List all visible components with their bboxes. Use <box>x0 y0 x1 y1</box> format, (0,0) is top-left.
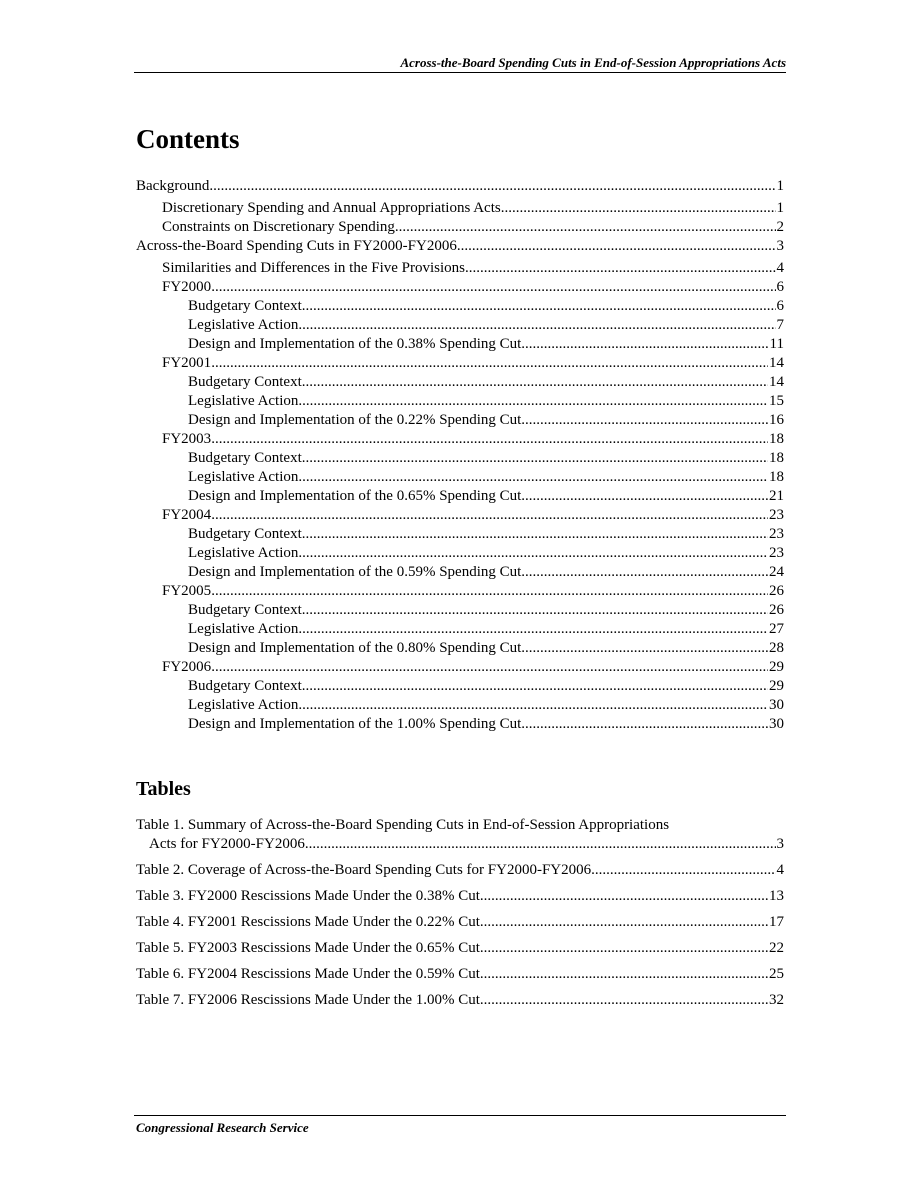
toc-entry-title: Constraints on Discretionary Spending <box>162 219 395 235</box>
dot-leader <box>521 563 768 582</box>
dot-leader <box>521 487 768 506</box>
toc-entry[interactable] <box>136 620 784 639</box>
toc-page-number: 1 <box>776 200 784 216</box>
toc-page-number: 18 <box>769 431 784 447</box>
table-of-contents <box>136 177 784 734</box>
toc-entry[interactable] <box>136 544 784 563</box>
toc-page-number: 24 <box>769 564 784 580</box>
footer-publisher: Congressional Research Service <box>136 1120 309 1135</box>
toc-entry-title: Budgetary Context <box>188 298 302 314</box>
toc-entry[interactable] <box>136 199 784 218</box>
dot-leader <box>395 218 776 237</box>
table-entry[interactable] <box>136 887 784 906</box>
table-page-number: 22 <box>769 940 784 956</box>
toc-page-number: 30 <box>769 716 784 732</box>
dot-leader <box>480 939 768 958</box>
toc-entry[interactable] <box>136 237 784 256</box>
table-entry-title: Table 3. FY2000 Rescissions Made Under the 0.38% Cut <box>136 888 480 904</box>
table-entry[interactable] <box>136 816 784 854</box>
footer-rule <box>134 1115 786 1116</box>
dot-leader <box>457 237 776 256</box>
toc-page-number: 23 <box>769 545 784 561</box>
toc-entry[interactable] <box>136 468 784 487</box>
toc-entry-title: Budgetary Context <box>188 678 302 694</box>
dot-leader <box>302 297 776 316</box>
dot-leader <box>521 411 768 430</box>
dot-leader <box>298 392 768 411</box>
toc-entry[interactable] <box>136 259 784 278</box>
dot-leader <box>480 913 768 932</box>
toc-entry[interactable] <box>136 639 784 658</box>
tables-title: Tables <box>136 778 191 800</box>
toc-entry[interactable] <box>136 506 784 525</box>
toc-page-number: 30 <box>769 697 784 713</box>
toc-entry-title: Legislative Action <box>188 317 299 333</box>
toc-entry[interactable] <box>136 354 784 373</box>
toc-page-number: 18 <box>769 450 784 466</box>
dot-leader <box>298 316 775 335</box>
toc-entry[interactable] <box>136 297 784 316</box>
toc-entry[interactable] <box>136 715 784 734</box>
toc-entry-title: Legislative Action <box>188 697 299 713</box>
toc-entry[interactable] <box>136 696 784 715</box>
dot-leader <box>305 835 776 854</box>
toc-entry[interactable] <box>136 487 784 506</box>
toc-entry-title: FY2000 <box>162 279 212 295</box>
toc-entry[interactable] <box>136 177 784 196</box>
toc-entry-title: Design and Implementation of the 0.80% Spending Cut <box>188 640 522 656</box>
table-entry[interactable] <box>136 965 784 984</box>
toc-entry-title: Budgetary Context <box>188 602 302 618</box>
dot-leader <box>302 601 768 620</box>
toc-entry-title: FY2006 <box>162 659 212 675</box>
toc-entry-title: Budgetary Context <box>188 450 302 466</box>
toc-entry[interactable] <box>136 411 784 430</box>
toc-page-number: 29 <box>769 678 784 694</box>
toc-page-number: 23 <box>769 507 784 523</box>
dot-leader <box>302 525 768 544</box>
dot-leader <box>298 696 768 715</box>
toc-entry-title: Design and Implementation of the 0.65% Spending Cut <box>188 488 522 504</box>
toc-entry[interactable] <box>136 658 784 677</box>
contents-title: Contents <box>136 124 240 154</box>
toc-entry-title: Discretionary Spending and Annual Appropriations Acts <box>162 200 501 216</box>
table-entry-title: Table 4. FY2001 Rescissions Made Under the 0.22% Cut <box>136 914 480 930</box>
toc-entry[interactable] <box>136 278 784 297</box>
dot-leader <box>302 449 768 468</box>
toc-page-number: 23 <box>769 526 784 542</box>
toc-entry-title: Budgetary Context <box>188 374 302 390</box>
toc-page-number: 7 <box>776 317 784 333</box>
toc-page-number: 14 <box>769 374 784 390</box>
toc-entry-title: Design and Implementation of the 0.38% Spending Cut <box>188 336 522 352</box>
toc-entry-title: Design and Implementation of the 0.22% Spending Cut <box>188 412 522 428</box>
toc-entry-title: FY2005 <box>162 583 212 599</box>
dot-leader <box>302 373 768 392</box>
dot-leader <box>211 658 768 677</box>
table-page-number: 3 <box>776 836 784 852</box>
toc-page-number: 21 <box>769 488 784 504</box>
table-entry-title: Table 7. FY2006 Rescissions Made Under the 1.00% Cut <box>136 992 480 1008</box>
running-header: Across-the-Board Spending Cuts in End-of-Session Appropriations Acts <box>400 55 786 70</box>
dot-leader <box>591 861 775 880</box>
toc-page-number: 11 <box>769 336 784 352</box>
toc-page-number: 26 <box>769 583 784 599</box>
dot-leader <box>521 335 768 354</box>
toc-page-number: 4 <box>776 260 784 276</box>
toc-entry[interactable] <box>136 392 784 411</box>
toc-page-number: 18 <box>769 469 784 485</box>
toc-page-number: 1 <box>776 178 784 194</box>
toc-entry-title: Similarities and Differences in the Five Provisions <box>162 260 466 276</box>
dot-leader <box>521 715 768 734</box>
toc-entry-title: FY2004 <box>162 507 212 523</box>
dot-leader <box>480 887 768 906</box>
table-entry-title-continued: Acts for FY2000-FY2006 <box>149 836 305 852</box>
toc-page-number: 26 <box>769 602 784 618</box>
table-page-number: 25 <box>769 966 784 982</box>
dot-leader <box>209 177 775 196</box>
toc-entry-title: Legislative Action <box>188 545 299 561</box>
toc-page-number: 3 <box>776 238 784 254</box>
dot-leader <box>480 991 768 1010</box>
toc-entry[interactable] <box>136 525 784 544</box>
toc-page-number: 14 <box>769 355 784 371</box>
toc-page-number: 16 <box>769 412 784 428</box>
toc-page-number: 15 <box>769 393 784 409</box>
table-page-number: 32 <box>769 992 784 1008</box>
header-rule <box>134 72 786 73</box>
toc-entry[interactable] <box>136 316 784 335</box>
toc-page-number: 2 <box>776 219 784 235</box>
dot-leader <box>480 965 768 984</box>
dot-leader <box>521 639 768 658</box>
dot-leader <box>211 354 768 373</box>
toc-entry[interactable] <box>136 430 784 449</box>
table-entry-title: Table 5. FY2003 Rescissions Made Under the 0.65% Cut <box>136 940 480 956</box>
dot-leader <box>298 544 768 563</box>
toc-entry-title: Budgetary Context <box>188 526 302 542</box>
dot-leader <box>501 199 776 218</box>
toc-entry-title: FY2003 <box>162 431 212 447</box>
toc-page-number: 6 <box>776 279 784 295</box>
toc-entry[interactable] <box>136 449 784 468</box>
table-entry[interactable] <box>136 991 784 1010</box>
table-entry[interactable] <box>136 861 784 880</box>
toc-entry-title: Legislative Action <box>188 621 299 637</box>
toc-entry[interactable] <box>136 563 784 582</box>
toc-entry[interactable] <box>136 373 784 392</box>
toc-entry[interactable] <box>136 582 784 601</box>
toc-entry-title: Design and Implementation of the 1.00% Spending Cut <box>188 716 522 732</box>
toc-entry-title: Legislative Action <box>188 393 299 409</box>
dot-leader <box>211 430 768 449</box>
toc-page-number: 6 <box>776 298 784 314</box>
table-entry-title: Table 1. Summary of Across-the-Board Spending Cuts in End-of-Session Appropriations <box>136 817 670 833</box>
table-entry[interactable] <box>136 913 784 932</box>
table-entry-title: Table 2. Coverage of Across-the-Board Spending Cuts for FY2000-FY2006 <box>136 862 592 878</box>
toc-entry-title: Background <box>136 178 210 194</box>
toc-entry-title: Legislative Action <box>188 469 299 485</box>
dot-leader <box>211 278 775 297</box>
toc-entry[interactable] <box>136 677 784 696</box>
toc-entry-title: Design and Implementation of the 0.59% Spending Cut <box>188 564 522 580</box>
toc-entry-title: FY2001 <box>162 355 212 371</box>
toc-page-number: 29 <box>769 659 784 675</box>
table-page-number: 4 <box>776 862 784 878</box>
toc-entry[interactable] <box>136 335 784 354</box>
dot-leader <box>302 677 768 696</box>
dot-leader <box>298 620 768 639</box>
toc-page-number: 28 <box>769 640 784 656</box>
table-page-number: 17 <box>769 914 784 930</box>
dot-leader <box>298 468 768 487</box>
dot-leader <box>211 506 768 525</box>
table-entry-title: Table 6. FY2004 Rescissions Made Under the 0.59% Cut <box>136 966 480 982</box>
dot-leader <box>465 259 775 278</box>
toc-entry[interactable] <box>136 218 784 237</box>
toc-entry-title: Across-the-Board Spending Cuts in FY2000-FY2006 <box>136 238 457 254</box>
toc-page-number: 27 <box>769 621 784 637</box>
table-page-number: 13 <box>769 888 784 904</box>
list-of-tables <box>136 816 784 1017</box>
toc-entry[interactable] <box>136 601 784 620</box>
dot-leader <box>211 582 768 601</box>
table-entry[interactable] <box>136 939 784 958</box>
